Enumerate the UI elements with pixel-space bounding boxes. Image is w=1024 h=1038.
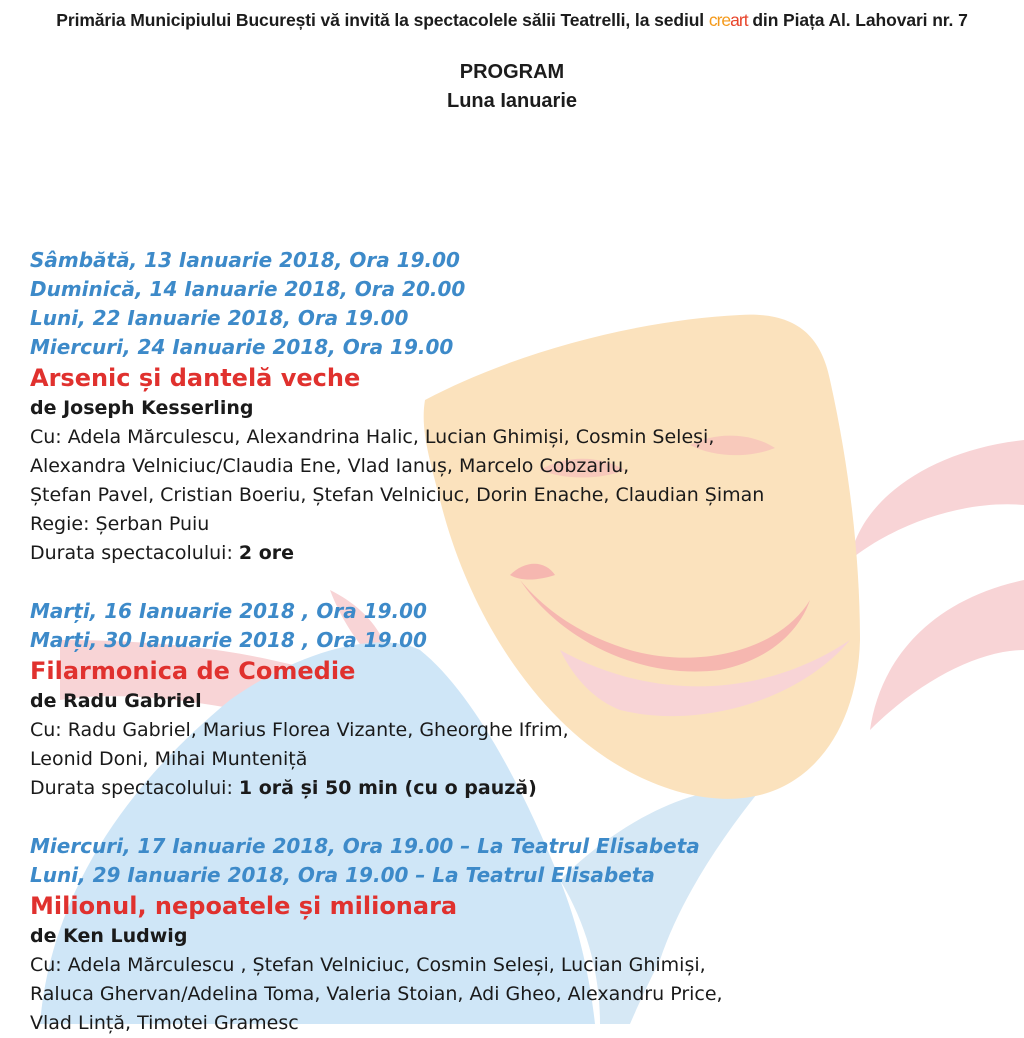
show-author: de Ken Ludwig [30,925,188,947]
program-month: Luna Ianuarie [446,90,578,112]
show-date: Luni, 22 Ianuarie 2018, Ora 19.00 [30,306,409,330]
show-entry [30,832,1010,1038]
show-date: Miercuri, 17 Ianuarie 2018, Ora 19.00 – La Teatrul Elisabeta [30,834,700,858]
show-cast: Cu: Adela Mărculescu, Alexandrina Halic, Lucian Ghimiși, Cosmin Seleși, [30,426,715,448]
creart-logo-text: creart [708,10,748,30]
show-cast: Vlad Lință, Timotei Gramesc [30,1012,299,1034]
show-duration-value: 2 ore [238,542,295,564]
show-date: Sâmbătă, 13 Ianuarie 2018, Ora 19.00 [30,248,460,272]
show-duration-value: 1 oră și 50 min (cu o pauză) [238,777,537,799]
header-text-address: din Piața Al. Lahovari nr. 7 [747,10,968,30]
show-author: de Joseph Kesserling [30,397,254,419]
show-cast: Leonid Doni, Mihai Munteniță [30,748,308,770]
show-cast: Ștefan Pavel, Cristian Boeriu, Ștefan Velniciuc, Dorin Enache, Claudian Șiman [30,484,765,506]
show-title: Arsenic și dantelă veche [30,364,361,392]
show-date: Luni, 29 Ianuarie 2018, Ora 19.00 – La Teatrul Elisabeta [30,863,655,887]
show-date: Miercuri, 24 Ianuarie 2018, Ora 19.00 [30,335,454,359]
invitation-header [0,10,1024,31]
program-title: PROGRAM [459,61,565,83]
show-title: Filarmonica de Comedie [30,657,356,685]
show-duration: Durata spectacolului: 1 oră și 50 min (cu o pauză) [30,777,537,799]
show-cast: Cu: Radu Gabriel, Marius Florea Vizante, Gheorghe Ifrim, [30,719,569,741]
show-date: Duminică, 14 Ianuarie 2018, Ora 20.00 [30,277,466,301]
show-entry [30,246,1010,568]
show-title: Milionul, nepoatele și milionara [30,892,458,920]
program-heading [0,58,1024,116]
show-cast: Alexandra Velniciuc/Claudia Ene, Vlad Ianuș, Marcelo Cobzariu, [30,455,630,477]
show-director: Regie: Șerban Puiu [30,513,210,535]
show-date: Marți, 16 Ianuarie 2018 , Ora 19.00 [30,599,427,623]
show-duration: Durata spectacolului: 2 ore [30,542,295,564]
show-author: de Radu Gabriel [30,690,202,712]
header-text: Primăria Municipiului București vă invită la spectacolele sălii Teatrelli, la sediul [56,10,709,30]
show-entry [30,597,1010,803]
show-cast: Raluca Ghervan/Adelina Toma, Valeria Stoian, Adi Gheo, Alexandru Price, [30,983,723,1005]
show-date: Marți, 30 Ianuarie 2018 , Ora 19.00 [30,628,427,652]
show-cast: Cu: Adela Mărculescu , Ștefan Velniciuc, Cosmin Seleși, Lucian Ghimiși, [30,954,706,976]
